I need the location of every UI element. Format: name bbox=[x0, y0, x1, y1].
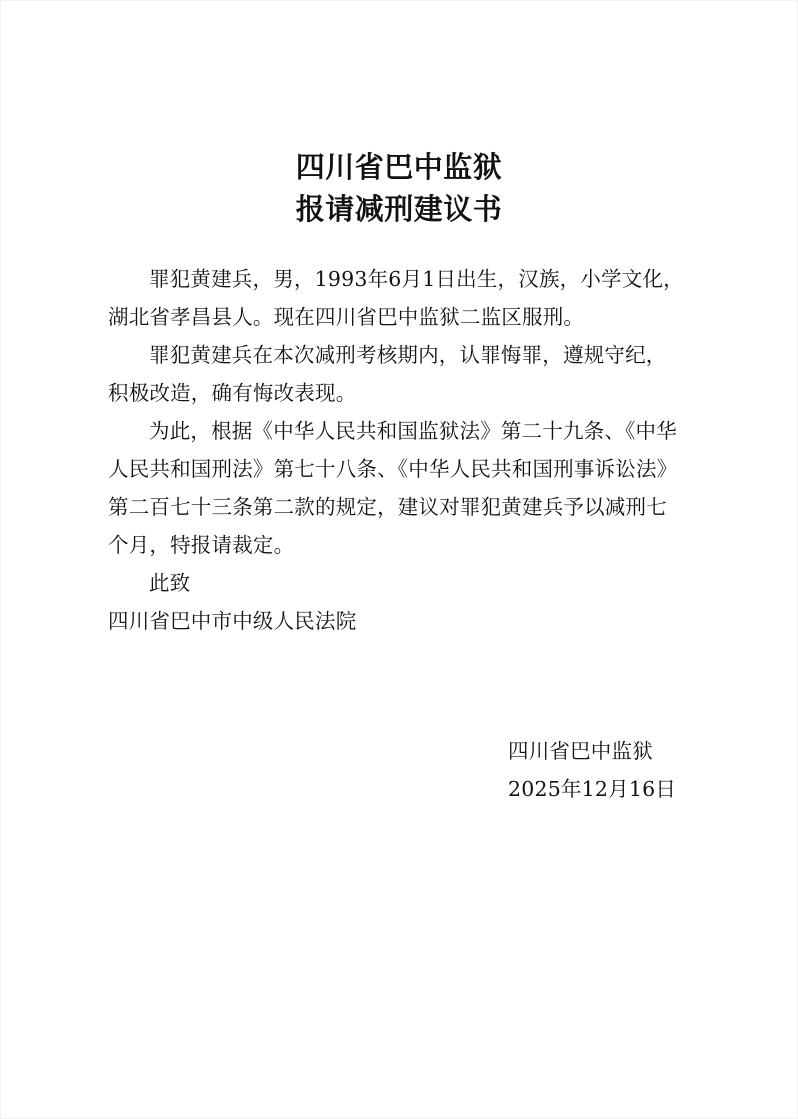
paragraph-line: 罪犯黄建兵，男，1993年6月1日出生，汉族，小学文化， bbox=[149, 267, 684, 291]
paragraph-line: 为此，根据《中华人民共和国监狱法》第二十九条、《中华 bbox=[149, 419, 677, 443]
document-body bbox=[108, 260, 698, 640]
signature-organization: 四川省巴中监狱 bbox=[508, 739, 653, 763]
salutation: 此致 bbox=[149, 571, 191, 595]
signature-block bbox=[508, 732, 676, 808]
document-title bbox=[0, 146, 798, 230]
signature-date: 2025年12月16日 bbox=[508, 777, 677, 801]
paragraph-line: 罪犯黄建兵在本次减刑考核期内，认罪悔罪，遵规守纪， bbox=[149, 343, 667, 367]
paragraph-line: 人民共和国刑法》第七十八条、《中华人民共和国刑事诉讼法》 bbox=[108, 457, 678, 481]
paragraph-line: 积极改造，确有悔改表现。 bbox=[108, 381, 357, 405]
paragraph-2 bbox=[108, 336, 698, 412]
recipient: 四川省巴中市中级人民法院 bbox=[108, 609, 357, 633]
title-line-1: 四川省巴中监狱 bbox=[295, 150, 503, 184]
title-line-2: 报请减刑建议书 bbox=[295, 192, 503, 226]
paragraph-3 bbox=[108, 412, 698, 564]
paragraph-line: 个月，特报请裁定。 bbox=[108, 533, 295, 557]
paragraph-line: 第二百七十三条第二款的规定，建议对罪犯黄建兵予以减刑七 bbox=[108, 495, 667, 519]
paragraph-line: 湖北省孝昌县人。现在四川省巴中监狱二监区服刑。 bbox=[108, 305, 585, 329]
paragraph-1 bbox=[108, 260, 698, 336]
